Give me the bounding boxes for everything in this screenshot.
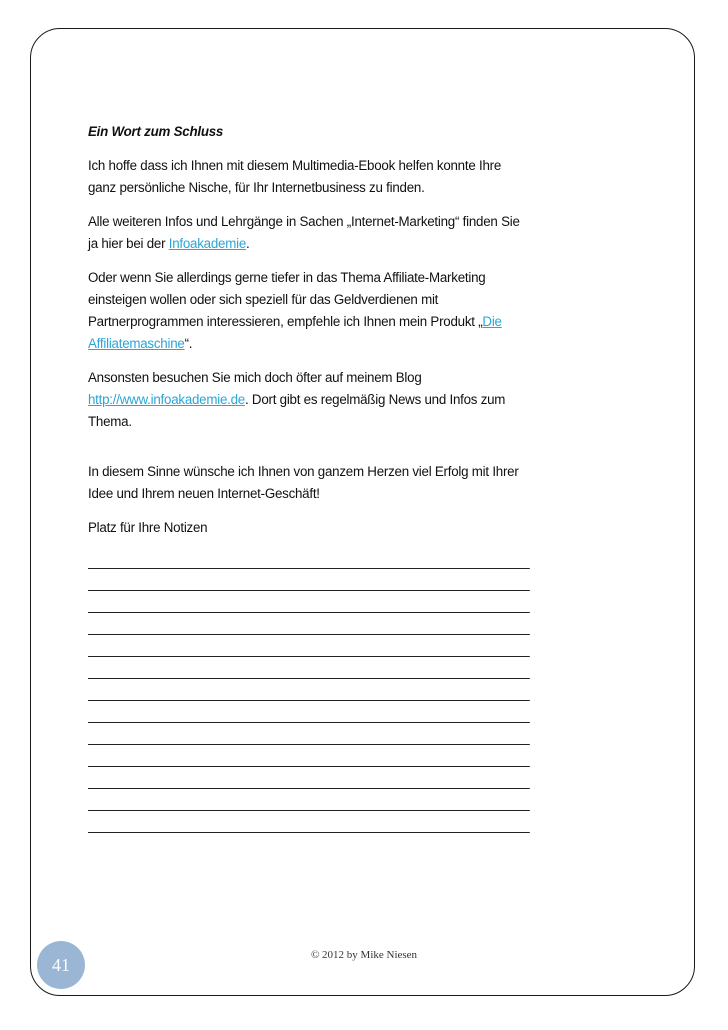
paragraph-infoakademie [88,211,520,255]
section-heading: Ein Wort zum Schluss [88,124,224,140]
note-line [88,745,530,767]
note-line [88,547,530,569]
note-line [88,789,530,811]
note-line [88,569,530,591]
note-line [88,679,530,701]
paragraph-affiliate [88,267,520,355]
note-line [88,613,530,635]
paragraph-closing: In diesem Sinne wünsche ich Ihnen von ganzem Herzen viel Erfolg mit Ihrer Idee und Ihrem neuen Internet-Geschäft! [88,464,519,502]
note-line [88,591,530,613]
paragraph-text: . Dort gibt es regelmäßig News und Infos zum Thema. [88,392,506,430]
page-number-badge: 41 [37,941,85,989]
paragraph-text: Oder wenn Sie allerdings gerne tiefer in das Thema Affiliate-Marketing einsteigen wollen oder sich speziell für das Geldverdienen mit Partnerprogrammen interessieren, empfehle ich Ihnen mein Produkt „ [88,270,486,330]
paragraph-intro: Ich hoffe dass ich Ihnen mit diesem Multimedia-Ebook helfen konnte Ihre ganz persönliche Nische, für Ihr Internetbusiness zu finden. [88,158,502,196]
paragraph-text: Alle weiteren Infos und Lehrgänge in Sachen „Internet-Marketing“ finden Sie ja hier bei der [88,214,520,252]
note-line [88,657,530,679]
paragraph-text: “. [184,336,193,352]
paragraph-text: Ansonsten besuchen Sie mich doch öfter auf meinem Blog [88,370,422,386]
note-line [88,811,530,833]
affiliatemaschine-link[interactable]: Die Affiliatemaschine [88,314,502,352]
note-line [88,635,530,657]
blog-url-link[interactable]: http://www.infoakademie.de [88,392,245,408]
copyright-footer: © 2012 by Mike Niesen [310,949,418,961]
note-line [88,701,530,723]
notes-lines [88,547,520,833]
paragraph-text: . [246,236,250,252]
page-content [88,121,520,833]
notes-label: Platz für Ihre Notizen [88,520,208,536]
note-line [88,723,530,745]
note-line [88,767,530,789]
paragraph-blog [88,367,520,433]
infoakademie-link[interactable]: Infoakademie [168,236,247,252]
